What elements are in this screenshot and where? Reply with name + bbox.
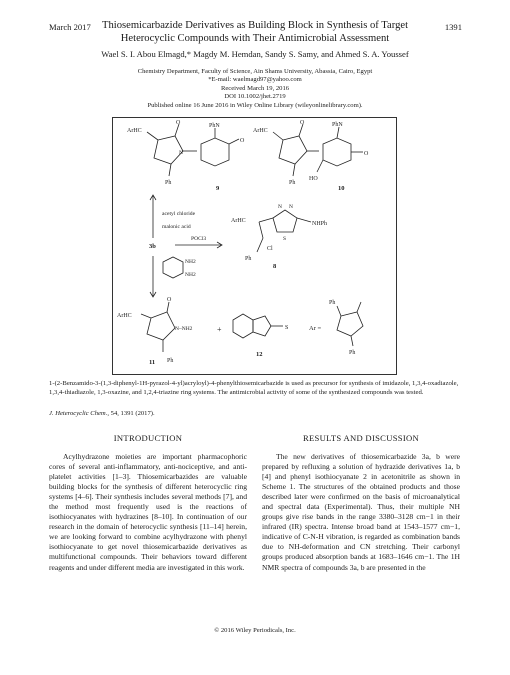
reagent-acetyl-chloride: acetyl chloride: [162, 211, 196, 217]
compound-number-10: 10: [338, 185, 345, 192]
label-n: N: [179, 150, 183, 156]
label-3b: 3b: [149, 243, 156, 250]
label-ph: Ph: [289, 180, 296, 186]
reagent-malonic-acid: malonic acid: [162, 224, 191, 230]
label-arhc: ArHC: [231, 218, 246, 224]
label-o: O: [300, 120, 305, 126]
running-header-date: March 2017: [49, 22, 91, 32]
label-ph: Ph: [167, 358, 174, 364]
plus-sign: +: [217, 325, 222, 334]
journal-name: J. Heterocyclic Chem.: [49, 410, 108, 417]
article-title: [0, 20, 510, 45]
doi: DOI 10.1002/jhet.2719: [224, 93, 286, 101]
affiliation-block: [0, 68, 510, 110]
section-heading-introduction: INTRODUCTION: [113, 433, 183, 443]
introduction-paragraph: Acylhydrazone moieties are important pharmacophoric cores of several anti-inflammatory, anti-nociceptive, and anti-platelet activities [1–3]. Thiosemicarbazides are valuable building blocks for the synthesis of different heterocyclic ring systems [4–6]. Their synthesis includes several methods [7], and the method most frequently used is the reactions of isothiocyanates with hydrazines [8–10]. In continuation of our research in the domain of heterocyclic synthesis [11–14] herein, we are looking forward to combine acylhydrazone with phenyl isothiocyanate to get novel thiosemicarbazide derivatives as multifunctional compounds. Their behaviors toward different reagents and under different media are investigated in this work.: [49, 452, 247, 572]
graphical-abstract-caption: 1-(2-Benzamido-3-(1,3-diphenyl-1H-pyrazol-4-yl)acryloyl)-4-phenylthiosemicarbazide is used as precursor for synthesis of imidazole, 1,3,4-oxadiazole, 1,3,4-thiadiazole, 1,3-oxazine, and 1,2,4-triazine ring systems. The antimicrobial activity of some of the synthesized compounds was tested.: [49, 380, 459, 396]
label-arhc: ArHC: [117, 313, 132, 319]
affiliation: Chemistry Department, Faculty of Science, Ain Shams University, Abassia, Cairo, Egypt: [137, 68, 373, 75]
compound-11-structure: [117, 297, 193, 366]
label-ph: Ph: [349, 350, 356, 356]
email: *E-mail: waelmagd97@yahoo.com: [208, 76, 302, 84]
citation-volume: , 54, 1391 (2017).: [107, 410, 155, 417]
title-line-2: Heterocyclic Compounds with Their Antimicrobial Assessment: [120, 32, 390, 44]
label-ho: HO: [309, 176, 318, 182]
title-line-1: Thiosemicarbazide Derivatives as Building Block in Synthesis of Target: [101, 20, 409, 31]
label-phn: PhN: [332, 122, 343, 128]
label-s: S: [283, 236, 287, 242]
label-ar-equals: Ar =: [309, 325, 322, 332]
label-o: O: [167, 297, 172, 303]
compound-number-11: 11: [149, 359, 156, 366]
label-o: O: [240, 138, 245, 144]
ar-definition: [309, 300, 363, 356]
introduction-column: [49, 452, 247, 573]
page-number: 1391: [444, 22, 462, 32]
compound-12-structure: [233, 314, 288, 358]
graphical-abstract-scheme: [112, 117, 397, 375]
received-date: Received March 19, 2016: [220, 84, 290, 92]
label-nhph: NHPh: [312, 221, 328, 227]
label-n-nh2: N–NH2: [175, 326, 193, 332]
results-paragraph: The new derivatives of thiosemicarbazide 3a, b were prepared by refluxing a solution of hydrazide derivatives 1a, b [4] and phenyl isothiocyanate 2 in acetonitrile as shown in Scheme 1. The structures of the obtained products and those described later were confirmed on the basis of microanalytical and spectral data (Experimental). Thus, their multiple NH groups give rise bands in the range 3380–3128 cm−1 in their infrared (IR) spectra. Intense broad band at 1543–1577 cm−1, indicative of C-N-H vibration, is regarded as combination bands due to NH-deformation and CN stretching. Their carbonyl groups produced absorption bands at 1683–1646 cm−1. The 1H NMR spectra of compounds 3a, b are presented in the: [262, 452, 460, 572]
label-ph: Ph: [245, 256, 252, 262]
compound-number-9: 9: [216, 185, 220, 192]
reagent-pocl3: POCl3: [191, 236, 207, 242]
label-nh2: NH2: [185, 272, 196, 278]
compound-number-12: 12: [256, 351, 263, 358]
label-o: O: [176, 120, 181, 126]
author-list: Wael S. I. Abou Elmagd,* Magdy M. Hemdan, Sandy S. Samy, and Ahmed S. A. Youssef: [101, 49, 409, 59]
label-n: N: [289, 204, 293, 210]
label-nh2: NH2: [185, 259, 196, 265]
compound-9-structure: [127, 120, 245, 192]
compound-8-structure: [231, 204, 327, 270]
section-heading-results: RESULTS AND DISCUSSION: [302, 433, 420, 443]
compound-number-8: 8: [273, 263, 277, 270]
label-ph: Ph: [165, 180, 172, 186]
label-phn: PhN: [209, 123, 220, 129]
label-arhc: ArHC: [127, 128, 142, 134]
label-n: N: [278, 204, 282, 210]
journal-citation: [49, 410, 155, 417]
reagent-arrow-down: [150, 256, 196, 297]
label-ph: Ph: [329, 300, 336, 306]
copyright-footer: © 2016 Wiley Periodicals, Inc.: [214, 627, 296, 634]
label-o: O: [364, 151, 369, 157]
label-cl: Cl: [267, 246, 273, 252]
starting-material-3b: [149, 236, 222, 250]
label-s: S: [285, 325, 289, 331]
published-online: Published online 16 June 2016 in Wiley Online Library (wileyonlinelibrary.com).: [147, 101, 363, 109]
reagent-arrow-up: [150, 195, 196, 238]
compound-10-structure: [253, 120, 369, 192]
results-column: [262, 452, 460, 573]
reaction-scheme-drawing: [113, 118, 396, 374]
label-arhc: ArHC: [253, 128, 268, 134]
